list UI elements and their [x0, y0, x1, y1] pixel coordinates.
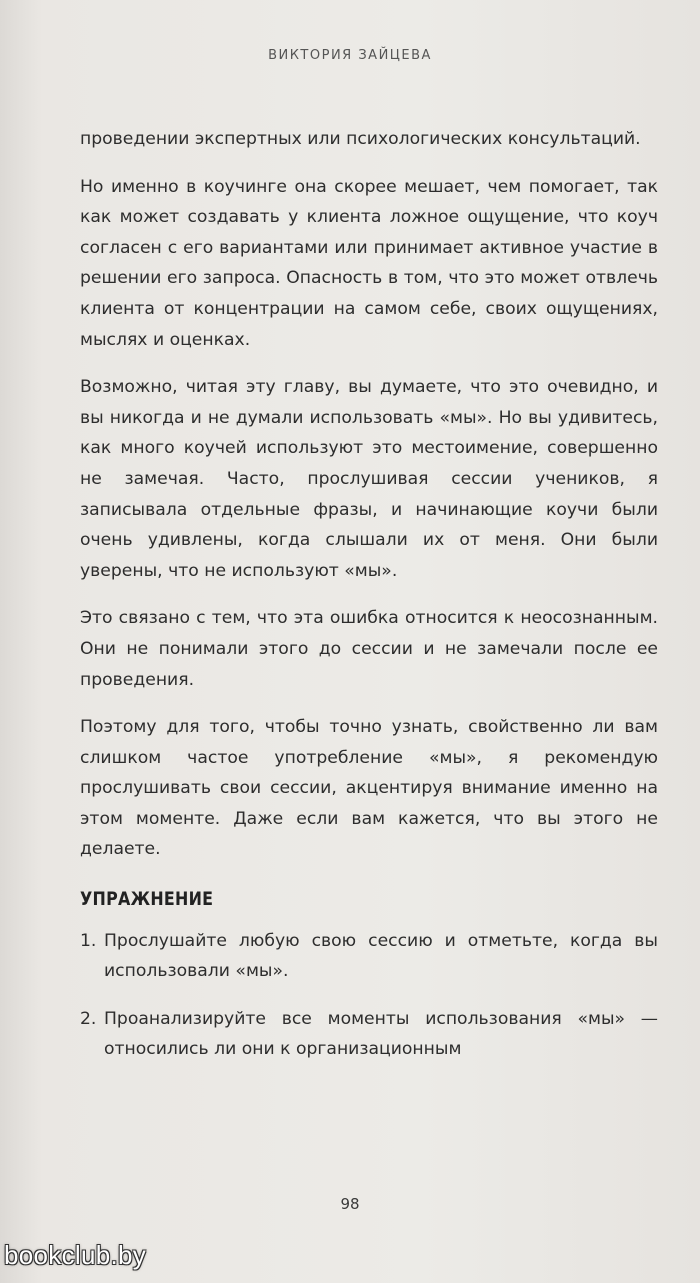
body-text: [80, 124, 658, 1082]
exercise-list: [80, 926, 658, 1065]
section-heading: УПРАЖНЕНИЕ: [80, 889, 214, 911]
list-item: [80, 1004, 658, 1065]
watermark: bookclub.by: [4, 1240, 147, 1270]
list-item: [80, 926, 658, 987]
page-number: 98: [340, 1195, 360, 1213]
list-item-number: 1.: [80, 930, 97, 951]
paragraph: Это связано с тем, что эта ошибка относится к неосознанным. Они не понимали этого до сессии и не замечали после ее проведения.: [80, 608, 658, 690]
list-item-text: Прослушайте любую свою сессию и отметьте, когда вы использовали «мы».: [104, 930, 658, 982]
running-head: ВИКТОРИЯ ЗАЙЦЕВА: [268, 48, 432, 63]
list-item-number: 2.: [80, 1008, 97, 1029]
list-item-text: Проанализируйте все моменты использования «мы» — относились ли они к организационным: [104, 1008, 658, 1060]
paragraph: Но именно в коучинге она скорее мешает, чем помогает, так как может создавать у клиента ложное ощущение, что коуч согласен с его вариантами или принимает активное участие в решении его запроса. Опасность в том, что это может отвлечь клиента от концентрации на самом себе, своих ощущениях, мыслях и оценках.: [80, 176, 658, 350]
paragraph: Возможно, читая эту главу, вы думаете, что это очевидно, и вы никогда и не думали использовать «мы». Но вы удивитесь, как много коучей используют это местоимение, совершенно не замечая. Часто, прослушивая сессии учеников, я записывала отдельные фразы, и начинающие коучи были очень удивлены, когда слышали их от меня. Они были уверены, что не используют «мы».: [80, 377, 658, 581]
paragraph: проведении экспертных или психологических консультаций.: [80, 129, 641, 149]
paragraph: Поэтому для того, чтобы точно узнать, свойственно ли вам слишком частое употребление «мы», я рекомендую прослушивать свои сессии, акцентируя внимание именно на этом моменте. Даже если вам кажется, что вы этого не делаете.: [80, 717, 658, 860]
